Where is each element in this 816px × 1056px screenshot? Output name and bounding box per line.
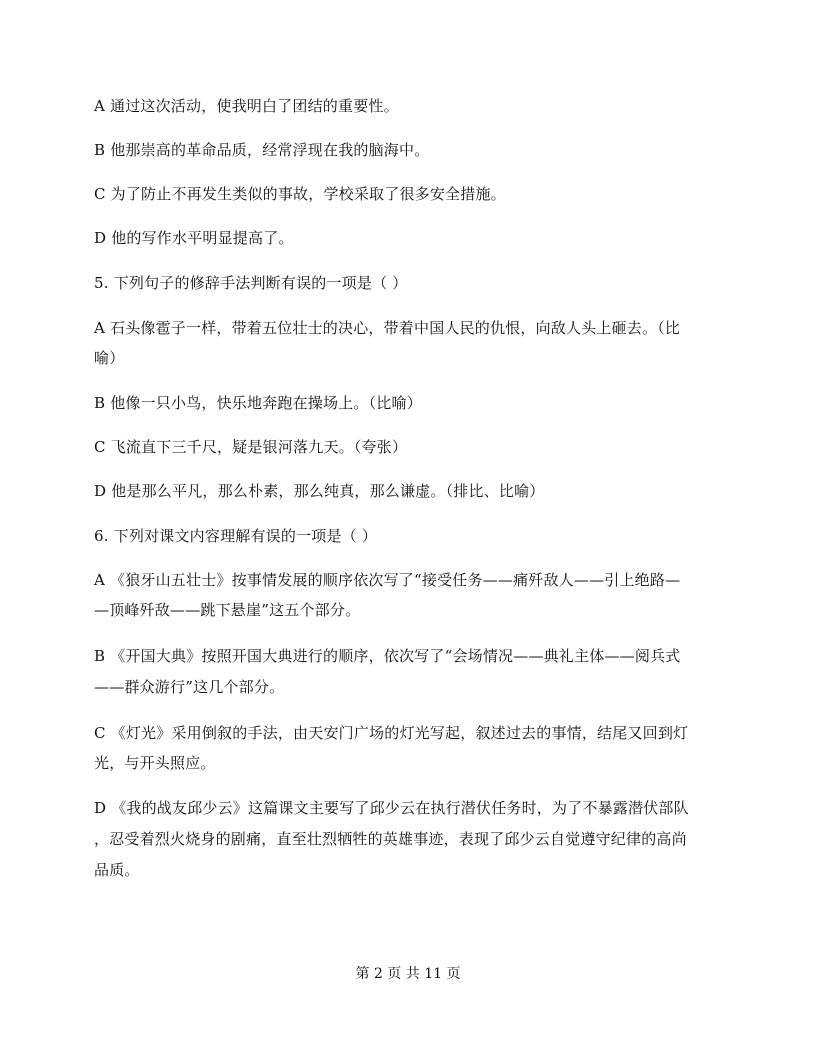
q6-option-c-line-2: 光，与开头照应。: [94, 754, 216, 772]
q5-option-a-line-2: 喻）: [94, 349, 125, 367]
question-6-stem: 6. 下列对课文内容理解有误的一项是（ ）: [94, 527, 378, 545]
q6-option-b-line-1: B 《开国大典》按照开国大典进行的顺序，依次写了“会场情况——典礼主体——阅兵式: [94, 647, 681, 665]
q6-option-c-line-1: C 《灯光》采用倒叙的手法，由天安门广场的灯光写起，叙述过去的事情，结尾又回到灯: [94, 724, 689, 742]
q6-option-a-line-2: —顶峰歼敌——跳下悬崖”这五个部分。: [94, 601, 361, 619]
q6-option-d-line-2: ，忍受着烈火烧身的剧痛，直至壮烈牺牲的英雄事迹，表现了邱少云自觉遵守纪律的高尚: [94, 830, 687, 848]
question-5-stem: 5. 下列句子的修辞手法判断有误的一项是（ ）: [94, 274, 408, 292]
q6-option-d-line-1: D 《我的战友邱少云》这篇课文主要写了邱少云在执行潜伏任务时，为了不暴露潜伏部队: [94, 799, 689, 817]
q5-option-b: B 他像一只小鸟，快乐地奔跑在操场上。（比喻）: [94, 394, 422, 412]
q5-option-a-line-1: A 石头像雹子一样，带着五位壮士的决心，带着中国人民的仇恨，向敌人头上砸去。（比: [94, 319, 681, 337]
option-d-line: D 他的写作水平明显提高了。: [94, 229, 294, 247]
q5-option-c: C 飞流直下三千尺，疑是银河落九天。（夸张）: [94, 438, 408, 456]
page-footer: 第 2 页 共 11 页: [355, 966, 461, 982]
option-c-line: C 为了防止不再发生类似的事故，学校采取了很多安全措施。: [94, 185, 506, 203]
q6-option-a-line-1: A 《狼牙山五壮士》按事情发展的顺序依次写了“接受任务——痛歼敌人——引上绝路—: [94, 571, 681, 589]
option-a-line: A 通过这次活动，使我明白了团结的重要性。: [94, 97, 399, 115]
q6-option-d-line-3: 品质。: [94, 861, 140, 879]
option-b-line: B 他那崇高的革命品质，经常浮现在我的脑海中。: [94, 141, 430, 159]
q5-option-d: D 他是那么平凡，那么朴素，那么纯真，那么谦虚。（排比、比喻）: [94, 482, 545, 500]
q6-option-b-line-2: ——群众游行”这几个部分。: [94, 678, 285, 696]
